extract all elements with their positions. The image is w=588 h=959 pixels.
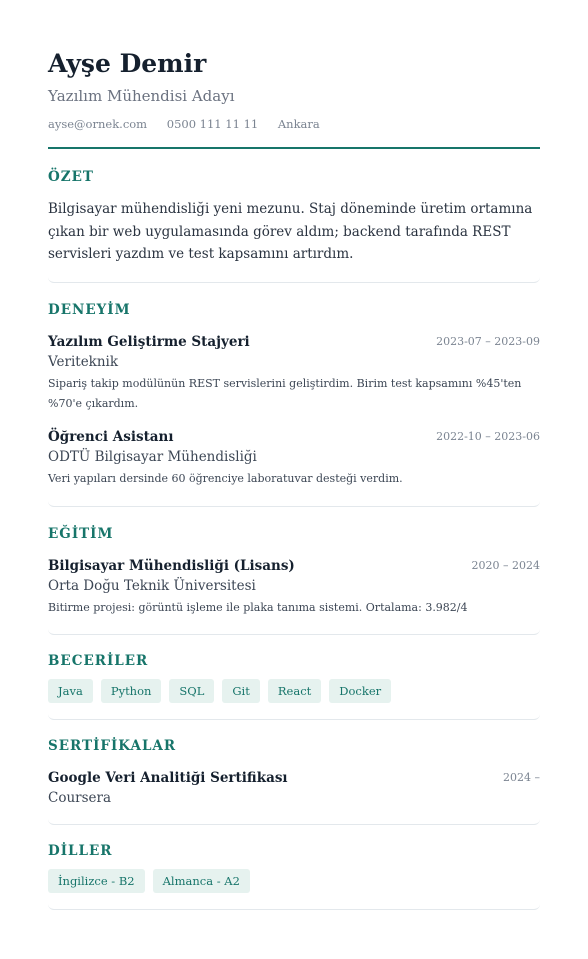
contact-city: Ankara bbox=[277, 117, 320, 131]
skill-chip: Python bbox=[101, 679, 162, 703]
certificate-dates: 2024 – bbox=[503, 771, 540, 784]
languages-list bbox=[48, 869, 250, 893]
education-item bbox=[48, 557, 540, 627]
header-divider bbox=[48, 147, 540, 149]
skill-chip: React bbox=[268, 679, 321, 703]
candidate-name: Ayşe Demir bbox=[48, 49, 207, 78]
experience-item bbox=[48, 428, 540, 488]
experience-org: Veriteknik bbox=[48, 354, 119, 370]
education-school: Orta Doğu Teknik Üniversitesi bbox=[48, 578, 256, 594]
experience-section bbox=[48, 283, 540, 507]
skill-chip: SQL bbox=[169, 679, 214, 703]
experience-title: Yazılım Geliştirme Stajyeri bbox=[48, 334, 250, 350]
experience-item bbox=[48, 333, 540, 413]
skill-chip: Docker bbox=[329, 679, 391, 703]
contact-line bbox=[48, 116, 336, 132]
contact-phone[interactable]: 0500 111 11 11 bbox=[166, 117, 259, 131]
skills-list bbox=[48, 679, 391, 703]
education-desc: Bitirme projesi: görüntü işleme ile plaka tanıma sistemi. Ortalama: 3.982/4 bbox=[48, 601, 468, 614]
summary-section bbox=[48, 150, 540, 283]
education-heading: EĞİTİM bbox=[48, 526, 114, 542]
skill-chip: Git bbox=[222, 679, 260, 703]
language-chip: Almanca - A2 bbox=[153, 869, 250, 893]
certificate-issuer: Coursera bbox=[48, 790, 112, 806]
summary-heading: ÖZET bbox=[48, 169, 94, 185]
skills-heading: BECERİLER bbox=[48, 653, 149, 669]
education-title: Bilgisayar Mühendisliği (Lisans) bbox=[48, 558, 295, 574]
contact-email[interactable]: ayse@ornek.com bbox=[48, 117, 148, 131]
experience-title: Öğrenci Asistanı bbox=[48, 429, 174, 445]
languages-heading: DİLLER bbox=[48, 843, 113, 859]
languages-section bbox=[48, 825, 540, 910]
experience-desc: Sipariş takip modülünün REST servislerini geliştirdim. Birim test kapsamını %45'ten %70'e çıkardım. bbox=[48, 377, 522, 410]
candidate-title: Yazılım Mühendisi Adayı bbox=[48, 87, 235, 105]
experience-dates: 2023-07 – 2023-09 bbox=[436, 335, 540, 348]
certificates-section bbox=[48, 720, 540, 825]
summary-text: Bilgisayar mühendisliği yeni mezunu. Staj döneminde üretim ortamına çıkan bir web uygulamasında görev aldım; backend tarafında REST servisleri yazdım ve test kapsamını artırdım. bbox=[48, 201, 533, 262]
certificate-title: Google Veri Analitiği Sertifikası bbox=[48, 770, 288, 786]
experience-heading: DENEYİM bbox=[48, 302, 131, 318]
experience-dates: 2022-10 – 2023-06 bbox=[436, 430, 540, 443]
skills-section bbox=[48, 635, 540, 720]
certificates-heading: SERTİFİKALAR bbox=[48, 738, 177, 754]
language-chip: İngilizce - B2 bbox=[48, 869, 145, 893]
skill-chip: Java bbox=[48, 679, 93, 703]
experience-org: ODTÜ Bilgisayar Mühendisliği bbox=[48, 449, 257, 465]
education-dates: 2020 – 2024 bbox=[471, 559, 540, 572]
education-section bbox=[48, 507, 540, 635]
certificate-item bbox=[48, 769, 540, 814]
experience-desc: Veri yapıları dersinde 60 öğrenciye laboratuvar desteği verdim. bbox=[48, 472, 403, 485]
